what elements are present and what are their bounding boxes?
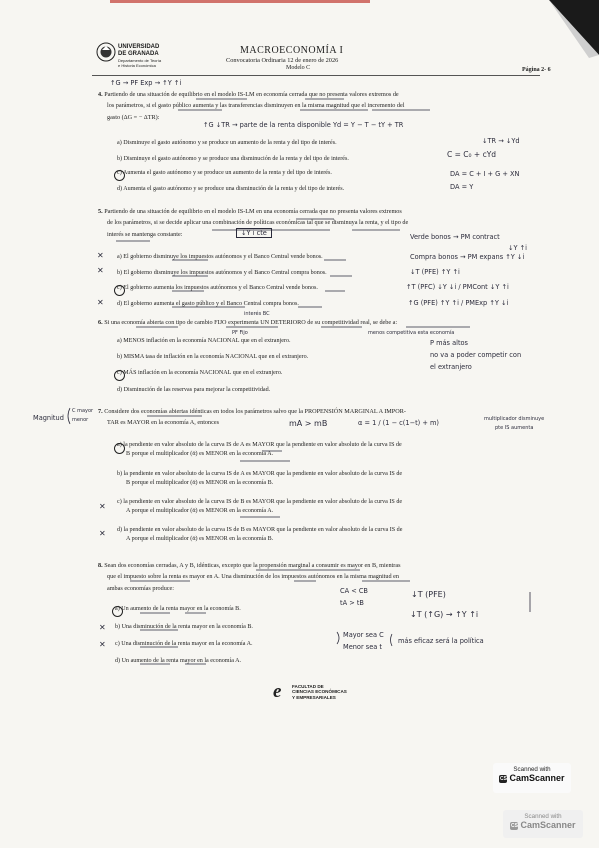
exam-model: Modelo C bbox=[286, 65, 311, 71]
option-8b[interactable]: b) Una disminución de la renta mayor en la economía B. bbox=[115, 624, 253, 630]
question-text: TAR es MAYOR en la economía A, entonces bbox=[107, 419, 220, 427]
option-text: B porque el multiplicador (ᾱ) es MENOR en la economía A. bbox=[126, 451, 274, 458]
brace-mark bbox=[391, 634, 393, 646]
university-name: UNIVERSIDAD DE GRANADA bbox=[118, 44, 160, 57]
option-text: c) la pendiente en valor absoluto de la curva IS de B es MAYOR que la pendiente en valor absoluto de la curva IS de bbox=[117, 499, 403, 505]
option-text: A porque el multiplicador (ᾱ) es MENOR en la economía A. bbox=[126, 508, 274, 515]
question-text: Si una economía abierta con tipo de cambio FIJO experimenta UN DETERIORO de su competitividad real, se debe a: bbox=[104, 319, 398, 326]
question-text: que el impuesto sobre la renta es mayor en A. Una disminución de los impuestos autónomos en la misma magnitud en bbox=[107, 573, 399, 581]
handwritten-note: α = 1 / (1 − c(1−t) + m) bbox=[358, 419, 439, 427]
option-5d[interactable]: d) El gobierno aumenta el gasto público y el Banco Central compra bonos. bbox=[117, 301, 299, 307]
option-6a[interactable]: a) MENOS inflación en la economía NACIONAL que en el extranjero. bbox=[117, 338, 291, 344]
option-text: B porque el multiplicador (ᾱ) es MENOR en la economía B. bbox=[126, 480, 274, 487]
cross-mark: ✕ bbox=[99, 623, 106, 632]
question-text: Partiendo de una situación de equilibrio en el modelo IS-LM en una economía cerrada que no presenta valores extremos bbox=[104, 208, 402, 215]
handwritten-note: interés BC bbox=[244, 311, 270, 317]
cross-mark: ✕ bbox=[97, 266, 104, 275]
option-4c[interactable]: c) Aumenta el gasto autónomo y se produce un aumento de la renta y del tipo de interés. bbox=[117, 170, 332, 176]
question-text: Partiendo de una situación de equilibrio en el modelo IS-LM en economía cerrada que no presenta valores extremos de bbox=[104, 91, 399, 98]
option-5c[interactable]: c) El gobierno aumenta los impuestos autónomos y el Banco Central vende bonos. bbox=[117, 285, 318, 291]
handwritten-note: ↓T (↑G) → ↑Y ↑i bbox=[410, 610, 479, 619]
cross-mark: ✕ bbox=[99, 529, 106, 538]
handwritten-note: ↓Y i cte bbox=[236, 228, 272, 238]
question-text: gasto (ΔG = − ΔTR): bbox=[107, 113, 160, 121]
question-number: 4. bbox=[98, 91, 103, 98]
handwritten-note: Verde bonos → PM contract bbox=[410, 233, 500, 241]
brace-mark bbox=[68, 408, 70, 424]
handwritten-note: PF Fijo bbox=[232, 330, 248, 336]
option-6c[interactable]: c) MÁS inflación en la economía NACIONAL que en el extranjero. bbox=[117, 370, 283, 376]
camscanner-watermark: Scanned with CS CamScanner bbox=[493, 763, 571, 793]
camscanner-watermark: Scanned with CS CamScanner bbox=[503, 810, 583, 838]
brace-mark bbox=[337, 632, 339, 644]
handwritten-note: ↑G → PF Exp → ↑Y ↑i bbox=[110, 79, 182, 87]
option-8a[interactable]: a) Un aumento de la renta mayor en la economía B. bbox=[115, 606, 241, 612]
question-text: de los parámetros, si se decide aplicar una combinación de políticas económicas tal que se disminuya la renta, y el tipo de bbox=[107, 219, 409, 227]
handwritten-note: pte IS aumenta bbox=[495, 425, 534, 431]
handwritten-note: P más altos bbox=[430, 339, 468, 347]
handwritten-note: ↑T (PFC) ↓Y ↓i / PMCont ↓Y ↑i bbox=[406, 283, 509, 291]
question-number: 7. bbox=[98, 408, 103, 415]
faculty-name: FACULTAD DE CIENCIAS ECONÓMICAS Y EMPRESARIALES bbox=[292, 684, 347, 700]
option-text: a) la pendiente en valor absoluto de la curva IS de A es MAYOR que la pendiente en valor absoluto de la curva IS de bbox=[117, 442, 402, 448]
cross-mark: ✕ bbox=[99, 640, 106, 649]
option-5b[interactable]: b) El gobierno disminuye los impuestos autónomos y el Banco Central compra bonos. bbox=[117, 270, 327, 276]
handwritten-note: Compra bonos → PM expans ↑Y ↓i bbox=[410, 253, 525, 261]
question-text: interés se mantenga constante: bbox=[107, 230, 183, 238]
handwritten-note: CA < CB bbox=[340, 587, 368, 595]
question-number: 5. bbox=[98, 208, 103, 215]
handwritten-note: ↑G (PFE) ↑Y ↑i / PMExp ↑Y ↓i bbox=[408, 299, 509, 307]
handwritten-note: ↓T (PFE) ↑Y ↑i bbox=[410, 268, 460, 276]
handwritten-note: ↓Y ↑i bbox=[508, 244, 528, 252]
option-6b[interactable]: b) MISMA tasa de inflación en la economía NACIONAL que en el extranjero. bbox=[117, 354, 309, 360]
page-title: MACROECONOMÍA I bbox=[240, 45, 344, 56]
question-text: los parámetros, si el gasto público aumenta y las transferencias disminuyen en la misma magnitud que el incremento del bbox=[107, 102, 405, 110]
handwritten-note: DA = Y bbox=[450, 183, 474, 191]
handwritten-note: el extranjero bbox=[430, 363, 472, 371]
cross-mark: ✕ bbox=[97, 251, 104, 260]
cross-mark: ✕ bbox=[99, 502, 106, 511]
option-text: d) la pendiente en valor absoluto de la curva IS de B es MAYOR que la pendiente en valor absoluto de la curva IS de bbox=[117, 527, 403, 533]
handwritten-note: multiplicador disminuye bbox=[484, 416, 545, 422]
exam-session: Convocatoria Ordinaria 12 de enero de 2026 bbox=[226, 57, 339, 64]
option-6d[interactable]: d) Disminución de las reservas para mejorar la competitividad. bbox=[117, 387, 271, 393]
question-number: 6. bbox=[98, 319, 103, 326]
handwritten-note: ↓TR → ↓Yd bbox=[482, 137, 520, 145]
camscanner-logo-icon: CS bbox=[500, 775, 507, 782]
handwritten-note: más eficaz será la política bbox=[398, 637, 484, 645]
page-number: Página 2- 6 bbox=[522, 67, 551, 73]
handwritten-note: Mayor sea C bbox=[343, 631, 384, 639]
question-text: Considere dos economías abiertas idénticas en todos los parámetros salvo que la PROPENSIÓN MARGINAL A IMPOR- bbox=[104, 408, 406, 415]
cross-mark: ✕ bbox=[97, 298, 104, 307]
handwritten-note: C = C₀ + cYd bbox=[447, 150, 497, 159]
question-text: ambas economías produce: bbox=[107, 584, 175, 592]
handwritten-note: Menor sea t bbox=[343, 643, 382, 651]
camscanner-logo-icon: CS bbox=[511, 822, 518, 829]
option-4a[interactable]: a) Disminuye el gasto autónomo y se produce un aumento de la renta y del tipo de interés. bbox=[117, 140, 337, 146]
handwritten-note: menor bbox=[72, 417, 89, 423]
handwritten-note: ↓T (PFE) bbox=[411, 590, 446, 599]
option-8d[interactable]: d) Un aumento de la renta mayor en la economía A. bbox=[115, 658, 242, 664]
option-4b[interactable]: b) Disminuye el gasto autónomo y se produce una disminución de la renta y del tipo de interés. bbox=[117, 156, 349, 162]
handwritten-note: no va a poder competir con bbox=[430, 351, 522, 359]
faculty-logo-icon: e bbox=[273, 681, 282, 702]
handwritten-note: mA > mB bbox=[289, 419, 328, 428]
option-8c[interactable]: c) Una disminución de la renta mayor en la economía A. bbox=[115, 641, 253, 647]
option-4d[interactable]: d) Aumenta el gasto autónomo y se produce una disminución de la renta y del tipo de interés. bbox=[117, 186, 345, 192]
option-text: b) la pendiente en valor absoluto de la curva IS de A es MAYOR que la pendiente en valor absoluto de la curva IS de bbox=[117, 471, 403, 477]
option-text: A porque el multiplicador (ᾱ) es MENOR en la economía B. bbox=[126, 536, 274, 543]
handwritten-note: menos competitiva esta economía bbox=[368, 330, 455, 336]
option-5a[interactable]: a) El gobierno disminuye los impuestos autónomos y el Banco Central vende bonos. bbox=[117, 254, 323, 260]
handwritten-note: C mayor bbox=[72, 408, 94, 414]
handwritten-note: tA > tB bbox=[340, 599, 364, 607]
department-name: Departamento de Teoría e Historia Económica bbox=[118, 58, 162, 68]
handwritten-note: Magnitud bbox=[33, 414, 64, 422]
question-number: 8. bbox=[98, 562, 103, 569]
question-text: Sean dos economías cerradas, A y B, idénticas, excepto que la propensión marginal a consumir es mayor en B, mientras bbox=[104, 562, 401, 569]
handwritten-note: DA = C + I + G + XN bbox=[450, 170, 520, 178]
handwritten-note: ↑G ↓TR → parte de la renta disponible Yd = Y − T − tY + TR bbox=[203, 121, 404, 129]
